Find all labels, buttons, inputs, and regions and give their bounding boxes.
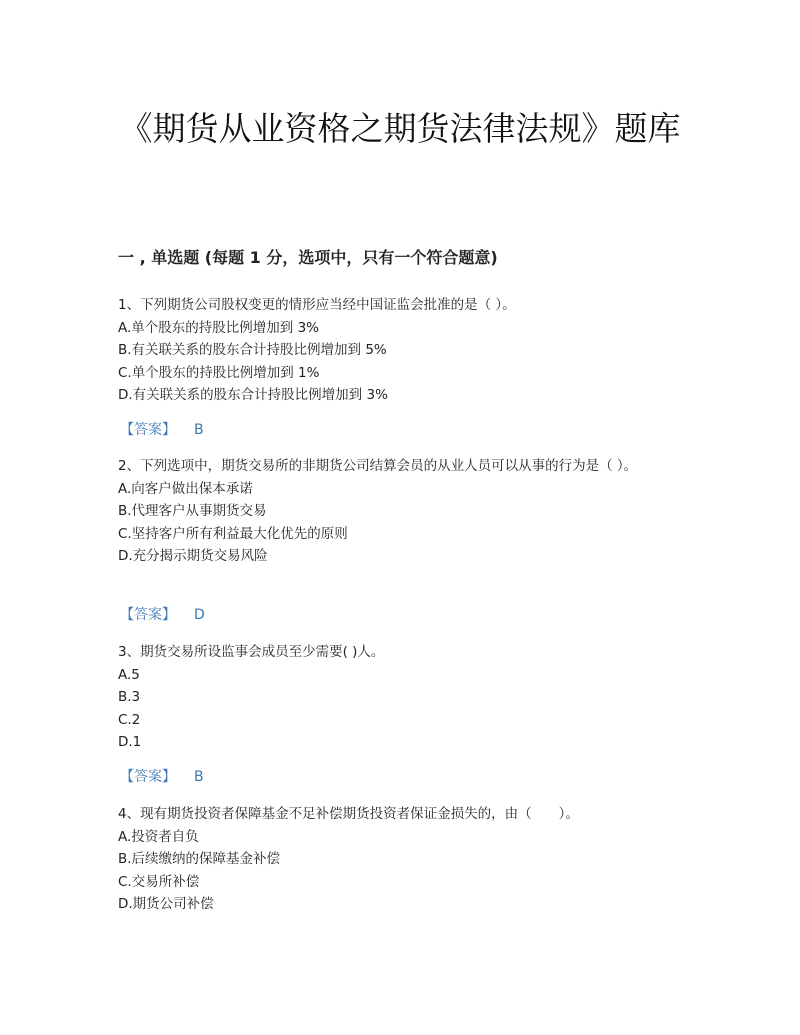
answer-value: D	[194, 607, 205, 623]
option-a: A.投资者自负	[118, 828, 199, 845]
option-b: B.3	[118, 689, 141, 705]
option-a: A.单个股东的持股比例增加到 3%	[118, 319, 319, 336]
option-a: A.5	[118, 666, 140, 683]
question-text: 3、期货交易所设监事会成员至少需要( )人。	[118, 644, 385, 660]
option-c: C.单个股东的持股比例增加到 1%	[118, 364, 320, 381]
option-a: A.向客户做出保本承诺	[118, 480, 253, 497]
answer-label: 【答案】	[120, 422, 176, 438]
answer-label: 【答案】	[120, 607, 176, 623]
question-3	[118, 641, 658, 754]
answer-3	[120, 766, 204, 788]
option-c: C.交易所补偿	[118, 873, 200, 890]
option-c: C.2	[118, 711, 141, 728]
question-text: 2、下列选项中，期货交易所的非期货公司结算会员的从业人员可以从事的行为是（ ）。	[118, 458, 638, 474]
option-b: B.代理客户从事期货交易	[118, 503, 267, 519]
answer-label: 【答案】	[120, 769, 176, 785]
question-1	[118, 294, 658, 407]
question-2	[118, 455, 648, 568]
answer-value: B	[194, 422, 204, 438]
question-4	[118, 803, 658, 916]
answer-2	[120, 604, 205, 626]
option-c: C.坚持客户所有利益最大化优先的原则	[118, 525, 348, 542]
document-title: 《期货从业资格之期货法律法规》题库	[119, 109, 681, 148]
section-heading: 一 , 单选题 (每题 1 分，选项中，只有一个符合题意)	[118, 248, 498, 267]
answer-1	[120, 419, 204, 441]
option-b: B.有关联关系的股东合计持股比例增加到 5%	[118, 342, 387, 358]
question-text: 4、现有期货投资者保障基金不足补偿期货投资者保证金损失的，由（ ）。	[118, 806, 579, 822]
option-b: B.后续缴纳的保障基金补偿	[118, 851, 281, 867]
option-d: D.期货公司补偿	[118, 896, 214, 912]
option-d: D.充分揭示期货交易风险	[118, 548, 268, 564]
option-d: D.1	[118, 734, 142, 750]
answer-value: B	[194, 769, 204, 785]
option-d: D.有关联关系的股东合计持股比例增加到 3%	[118, 387, 388, 403]
question-text: 1、下列期货公司股权变更的情形应当经中国证监会批准的是（ ）。	[118, 297, 516, 313]
